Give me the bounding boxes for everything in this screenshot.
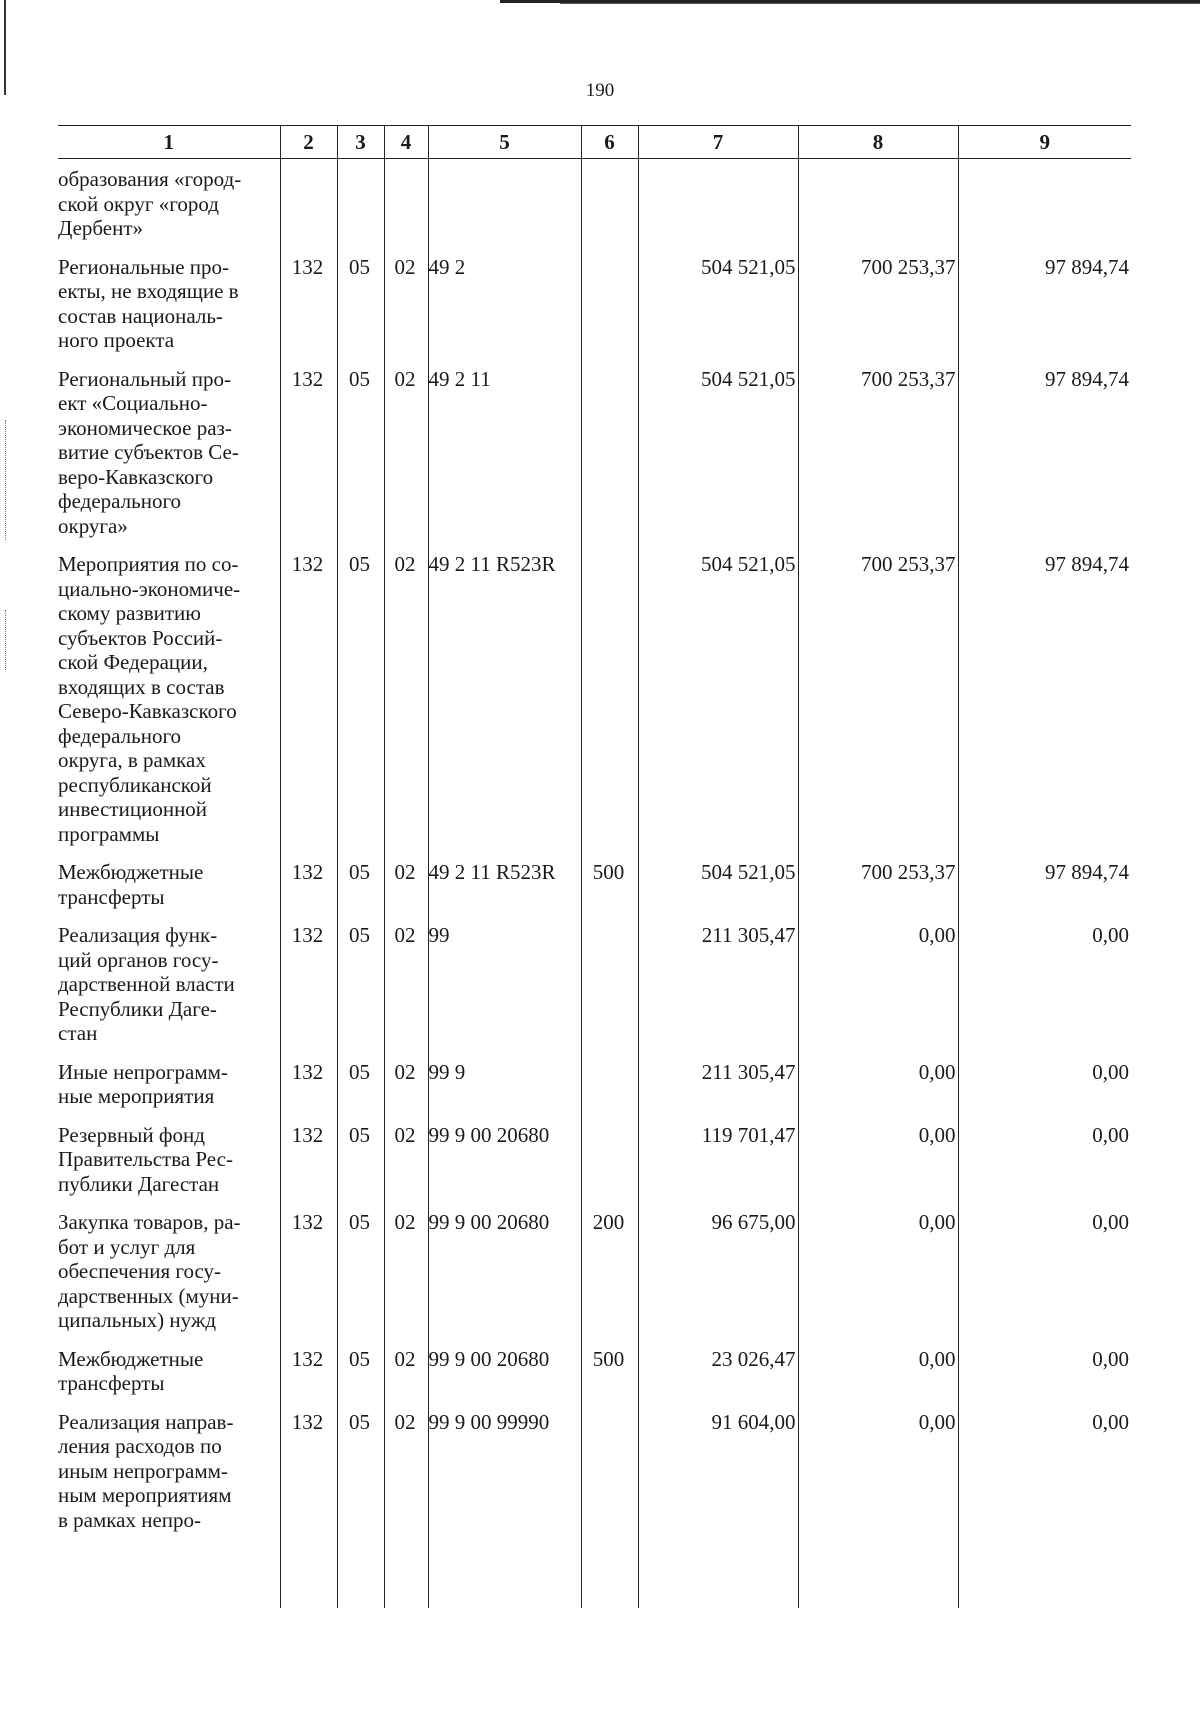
table-row xyxy=(58,367,1131,553)
section-code-cell: 05 xyxy=(337,860,384,923)
column-header: 6 xyxy=(581,126,638,159)
amount-col9-cell: 0,00 xyxy=(958,1060,1131,1123)
section-code-cell: 05 xyxy=(337,923,384,1060)
expense-name-cell: образования «город- ской округ «город Дербент» xyxy=(58,167,242,240)
column-header: 2 xyxy=(280,126,337,159)
column-header: 8 xyxy=(798,126,958,159)
budget-table xyxy=(58,125,1131,1608)
table-row xyxy=(58,159,1131,255)
target-article-cell xyxy=(428,159,581,255)
spacer-cell xyxy=(581,1546,638,1608)
ministry-code-cell: 132 xyxy=(280,1123,337,1211)
target-article-cell: 49 2 xyxy=(428,255,581,367)
amount-col8-cell: 0,00 xyxy=(798,923,958,1060)
expense-name-cell: Реализация функ- ций органов госу- дарственной власти Республики Даге- стан xyxy=(58,923,235,1045)
subsection-code-cell: 02 xyxy=(384,255,428,367)
expense-type-cell: 200 xyxy=(581,1210,638,1347)
ministry-code-cell: 132 xyxy=(280,1210,337,1347)
target-article-cell: 99 9 00 20680 xyxy=(428,1210,581,1347)
expense-type-cell xyxy=(581,159,638,255)
amount-col9-cell: 0,00 xyxy=(958,1347,1131,1410)
target-article-cell: 99 9 xyxy=(428,1060,581,1123)
amount-col7-cell: 504 521,05 xyxy=(638,367,798,553)
amount-col8-cell: 0,00 xyxy=(798,1210,958,1347)
section-code-cell: 05 xyxy=(337,1060,384,1123)
target-article-cell: 99 9 00 99990 xyxy=(428,1410,581,1547)
section-code-cell: 05 xyxy=(337,1347,384,1410)
amount-col9-cell: 97 894,74 xyxy=(958,860,1131,923)
column-header: 9 xyxy=(958,126,1131,159)
table-row xyxy=(58,1210,1131,1347)
spacer-cell xyxy=(384,1546,428,1608)
expense-type-cell: 500 xyxy=(581,1347,638,1410)
subsection-code-cell: 02 xyxy=(384,1210,428,1347)
table-row xyxy=(58,255,1131,367)
spacer-cell xyxy=(58,1546,280,1608)
target-article-cell: 49 2 11 xyxy=(428,367,581,553)
table-spacer-row xyxy=(58,1546,1131,1608)
amount-col7-cell: 504 521,05 xyxy=(638,552,798,860)
table-row xyxy=(58,860,1131,923)
expense-type-cell xyxy=(581,367,638,553)
table-header-row xyxy=(58,126,1131,159)
amount-col7-cell: 211 305,47 xyxy=(638,923,798,1060)
amount-col8-cell: 0,00 xyxy=(798,1060,958,1123)
table-row xyxy=(58,1123,1131,1211)
ministry-code-cell: 132 xyxy=(280,860,337,923)
amount-col8-cell: 0,00 xyxy=(798,1347,958,1410)
amount-col8-cell: 700 253,37 xyxy=(798,860,958,923)
subsection-code-cell: 02 xyxy=(384,552,428,860)
table-row xyxy=(58,1060,1131,1123)
scan-artifact-dots xyxy=(5,420,7,540)
expense-name-cell: Закупка товаров, ра- бот и услуг для обеспечения госу- дарственных (муни- ципальных) нужд xyxy=(58,1210,241,1332)
expense-name-cell: Иные непрограмм- ные мероприятия xyxy=(58,1059,228,1108)
table-row xyxy=(58,923,1131,1060)
amount-col8-cell: 700 253,37 xyxy=(798,552,958,860)
subsection-code-cell: 02 xyxy=(384,860,428,923)
expense-name-cell: Межбюджетные трансферты xyxy=(58,860,204,909)
subsection-code-cell: 02 xyxy=(384,923,428,1060)
amount-col7-cell: 91 604,00 xyxy=(638,1410,798,1547)
expense-name-cell: Резервный фонд Правительства Рес- публики Дагестан xyxy=(58,1122,233,1196)
amount-col8-cell: 0,00 xyxy=(798,1410,958,1547)
amount-col7-cell: 23 026,47 xyxy=(638,1347,798,1410)
amount-col9-cell xyxy=(958,159,1131,255)
amount-col7-cell: 119 701,47 xyxy=(638,1123,798,1211)
column-header: 1 xyxy=(58,126,280,159)
scan-artifact-dots xyxy=(5,610,7,670)
table-row xyxy=(58,552,1131,860)
subsection-code-cell: 02 xyxy=(384,367,428,553)
subsection-code-cell: 02 xyxy=(384,1347,428,1410)
section-code-cell: 05 xyxy=(337,367,384,553)
amount-col8-cell: 700 253,37 xyxy=(798,255,958,367)
expense-name-cell: Региональные про- екты, не входящие в состав националь- ного проекта xyxy=(58,254,239,352)
section-code-cell: 05 xyxy=(337,1123,384,1211)
column-header: 7 xyxy=(638,126,798,159)
table-body xyxy=(58,159,1131,1609)
amount-col9-cell: 97 894,74 xyxy=(958,552,1131,860)
column-header: 5 xyxy=(428,126,581,159)
ministry-code-cell: 132 xyxy=(280,1347,337,1410)
subsection-code-cell xyxy=(384,159,428,255)
spacer-cell xyxy=(280,1546,337,1608)
ministry-code-cell xyxy=(280,159,337,255)
target-article-cell: 49 2 11 R523R xyxy=(428,860,581,923)
section-code-cell: 05 xyxy=(337,1210,384,1347)
amount-col9-cell: 0,00 xyxy=(958,1410,1131,1547)
expense-type-cell xyxy=(581,255,638,367)
amount-col9-cell: 0,00 xyxy=(958,923,1131,1060)
column-header: 4 xyxy=(384,126,428,159)
expense-type-cell xyxy=(581,1060,638,1123)
table-row xyxy=(58,1347,1131,1410)
spacer-cell xyxy=(638,1546,798,1608)
amount-col7-cell xyxy=(638,159,798,255)
section-code-cell: 05 xyxy=(337,552,384,860)
spacer-cell xyxy=(337,1546,384,1608)
amount-col9-cell: 0,00 xyxy=(958,1123,1131,1211)
expense-name-cell: Региональный про- ект «Социально- экономическое раз- витие субъектов Се- веро-Кавказского федерального округа» xyxy=(58,366,239,538)
spacer-cell xyxy=(428,1546,581,1608)
spacer-cell xyxy=(958,1546,1131,1608)
ministry-code-cell: 132 xyxy=(280,367,337,553)
spacer-cell xyxy=(798,1546,958,1608)
ministry-code-cell: 132 xyxy=(280,1410,337,1547)
scan-edge-line-thin xyxy=(560,3,1200,4)
amount-col9-cell: 97 894,74 xyxy=(958,367,1131,553)
amount-col7-cell: 504 521,05 xyxy=(638,860,798,923)
section-code-cell: 05 xyxy=(337,1410,384,1547)
column-header: 3 xyxy=(337,126,384,159)
amount-col7-cell: 504 521,05 xyxy=(638,255,798,367)
ministry-code-cell: 132 xyxy=(280,255,337,367)
expense-type-cell xyxy=(581,1123,638,1211)
amount-col8-cell xyxy=(798,159,958,255)
table-row xyxy=(58,1410,1131,1547)
ministry-code-cell: 132 xyxy=(280,552,337,860)
expense-name-cell: Реализация направ- ления расходов по иным непрограмм- ным мероприятиям в рамках непро- xyxy=(58,1409,234,1532)
expense-name-cell: Межбюджетные трансферты xyxy=(58,1346,204,1395)
amount-col7-cell: 96 675,00 xyxy=(638,1210,798,1347)
target-article-cell: 49 2 11 R523R xyxy=(428,552,581,860)
target-article-cell: 99 9 00 20680 xyxy=(428,1123,581,1211)
amount-col8-cell: 0,00 xyxy=(798,1123,958,1211)
section-code-cell xyxy=(337,159,384,255)
subsection-code-cell: 02 xyxy=(384,1410,428,1547)
page-number: 190 xyxy=(585,80,615,101)
expense-type-cell: 500 xyxy=(581,860,638,923)
expense-name-cell: Мероприятия по со- циально-экономиче- скому развитию субъектов Россий- ской Федерации, входящих в состав Северо-Кавказского федерального округа, в рамках республиканской инвестиционной программы xyxy=(58,552,241,846)
expense-type-cell xyxy=(581,552,638,860)
target-article-cell: 99 9 00 20680 xyxy=(428,1347,581,1410)
ministry-code-cell: 132 xyxy=(280,923,337,1060)
subsection-code-cell: 02 xyxy=(384,1060,428,1123)
amount-col8-cell: 700 253,37 xyxy=(798,367,958,553)
target-article-cell: 99 xyxy=(428,923,581,1060)
subsection-code-cell: 02 xyxy=(384,1123,428,1211)
amount-col9-cell: 0,00 xyxy=(958,1210,1131,1347)
amount-col7-cell: 211 305,47 xyxy=(638,1060,798,1123)
ministry-code-cell: 132 xyxy=(280,1060,337,1123)
section-code-cell: 05 xyxy=(337,255,384,367)
expense-type-cell xyxy=(581,923,638,1060)
amount-col9-cell: 97 894,74 xyxy=(958,255,1131,367)
expense-type-cell xyxy=(581,1410,638,1547)
